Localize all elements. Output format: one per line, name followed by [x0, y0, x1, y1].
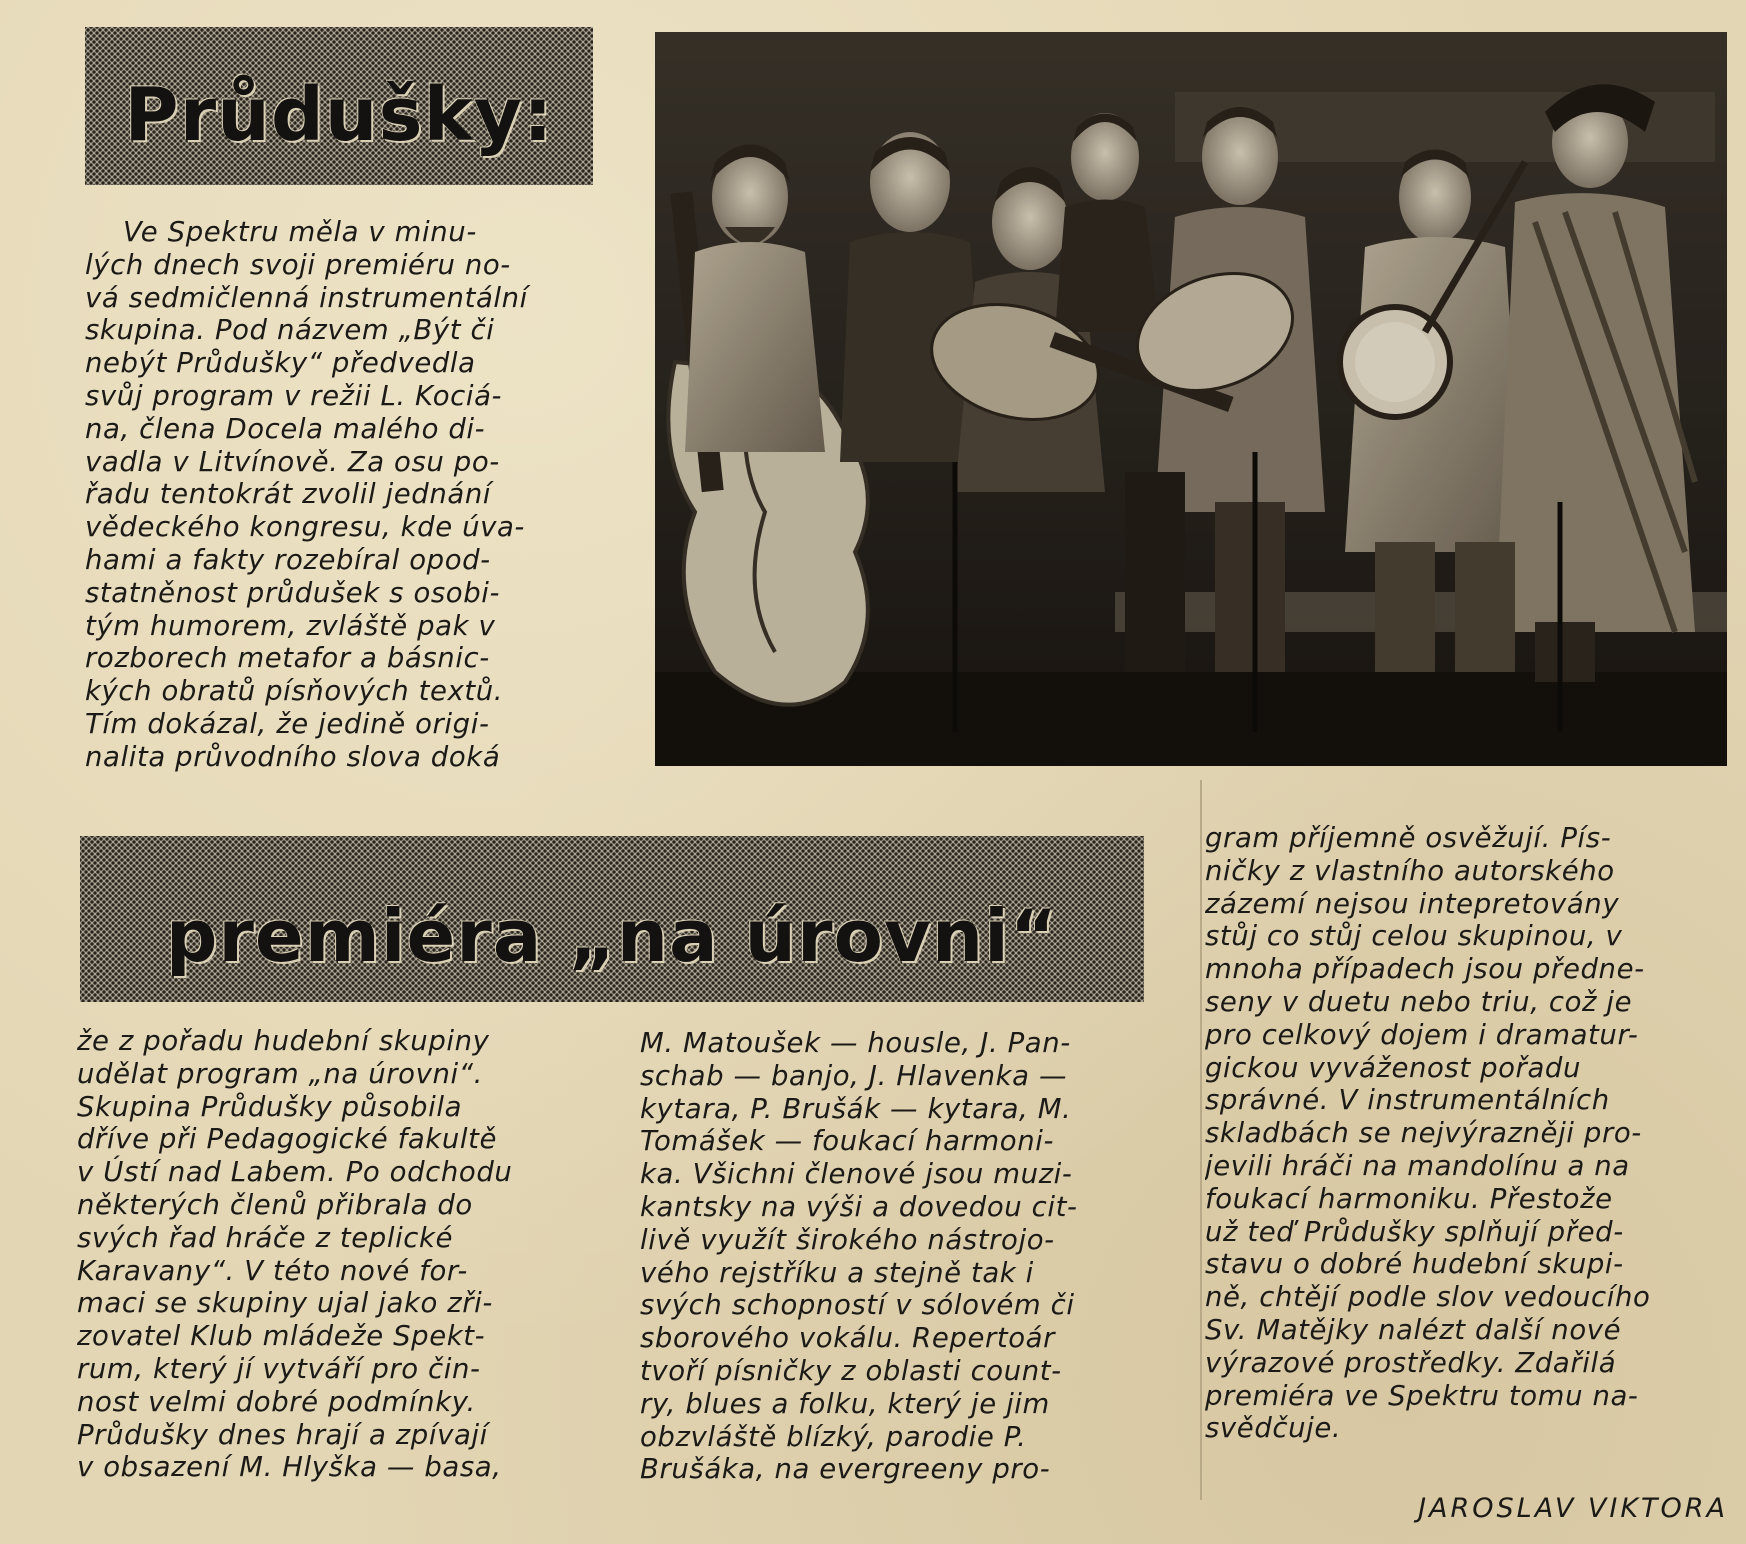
author-byline: JAROSLAV VIKTORA	[1418, 1493, 1728, 1524]
text-column-top-left: Ve Spektru měla v minu- lých dnech svoji premiéru no- vá sedmičlenná instrumentální skupina. Pod názvem „Být či nebýt Průdušky“ předvedla svůj program v režii L. Kociá- na, člena Docela malého di- vadla v Litvínově. Za osu po- řadu tentokrát zvolil jednání vědeckého kongresu, kde úva- hami a fakty rozebíral opod- statněnost průdušek s osobi- tým humorem, zvláště pak v rozborech metafor a básnic- kých obratů písňových textů. Tím dokázal, že jedině origi- nalita průvodního slova doká	[85, 216, 528, 773]
text-column-1: že z pořadu hudební skupiny udělat program „na úrovni“. Skupina Průdušky působila dříve při Pedagogické fakultě v Ústí nad Labem. Po odchodu některých členů přibrala do svých řad hráče z teplické Karavany“. V této nové for- maci se skupiny ujal jako zři- zovatel Klub mládeže Spekt- rum, který jí vytváří pro čin- nost velmi dobré podmínky. Průdušky dnes hrají a zpívají v obsazení M. Hlyška — basa,	[77, 1025, 513, 1484]
text-column-2: M. Matoušek — housle, J. Pan- schab — banjo, J. Hlavenka — kytara, P. Brušák — kytara, M. Tomášek — foukací harmoni- ka. Všichni členové jsou muzi- kantsky na výši a dovedou cit- livě využít širokého nástrojo- vého rejstříku a stejně tak i svých schopností v sólovém či sborového vokálu. Repertoár tvoří písničky z oblasti count- ry, blues a folku, který je jim obzvláště blízký, parodie P. Brušáka, na evergreeny pro-	[640, 1027, 1078, 1486]
headline-bottom: premiéra „na úrovni“	[165, 894, 1059, 978]
headline-top: Průdušky:	[124, 72, 554, 158]
column-rule	[1200, 780, 1202, 1500]
band-photo-image	[655, 32, 1727, 766]
headline-top-panel	[85, 27, 593, 185]
headline-bottom-panel	[80, 836, 1144, 1002]
band-photo	[655, 32, 1727, 766]
text-column-3: gram příjemně osvěžují. Pís- ničky z vlastního autorského zázemí nejsou intepretovány stůj co stůj celou skupinou, v mnoha případech jsou předne- seny v duetu nebo triu, což je pro celkový dojem i dramatur- gickou vyváženost pořadu správné. V instrumentálních skladbách se nejvýrazněji pro- jevili hráči na mandolínu a na foukací harmoniku. Přestože už teď Průdušky splňují před- stavu o dobré hudební skupi- ně, chtějí podle slov vedoucího Sv. Matějky nalézt další nové výrazové prostředky. Zdařilá premiéra ve Spektru tomu na- svědčuje.	[1205, 822, 1651, 1445]
